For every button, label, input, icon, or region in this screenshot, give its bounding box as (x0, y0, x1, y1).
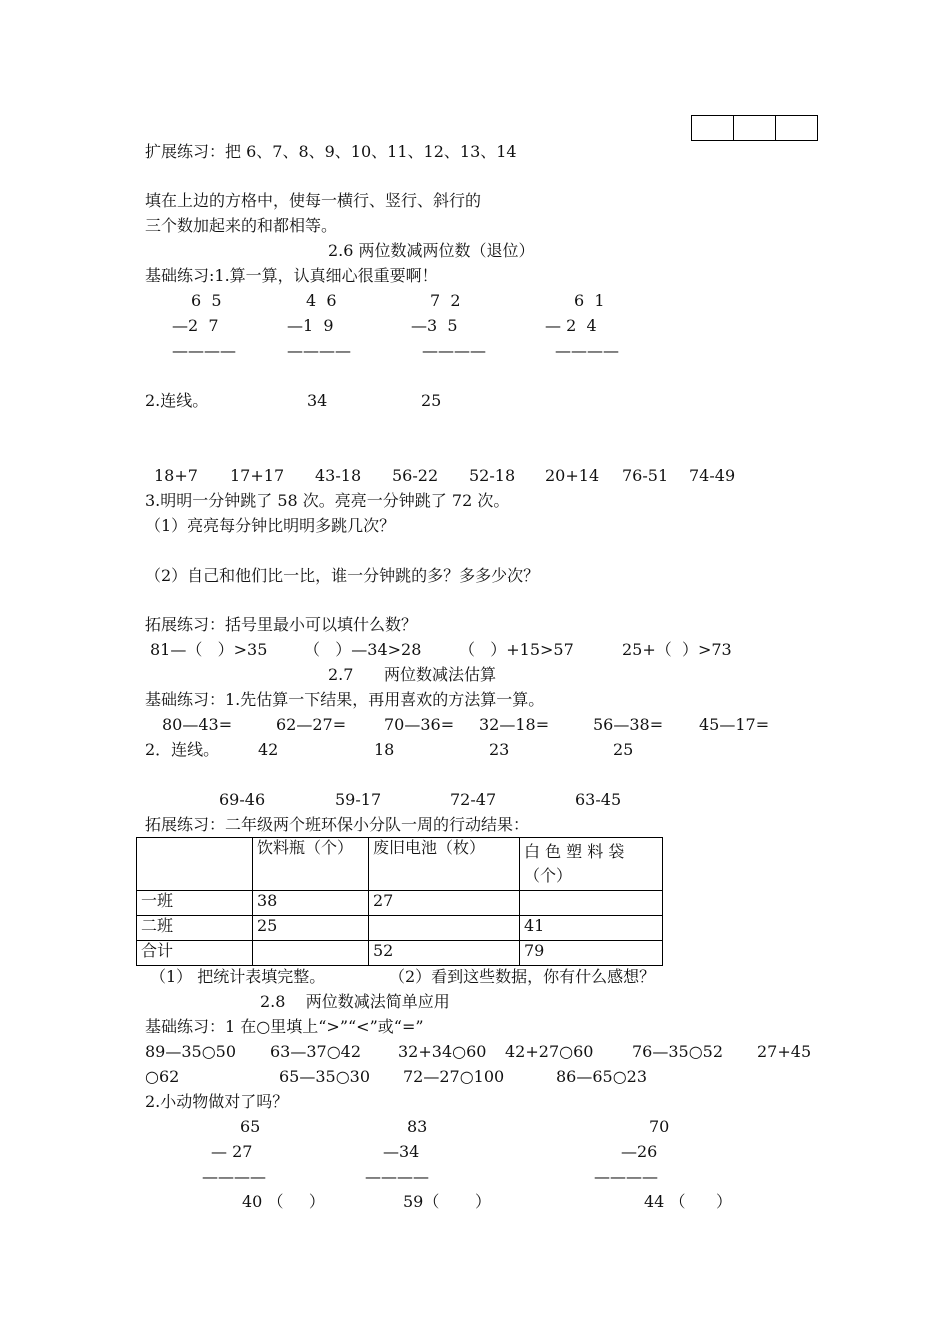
match-number: 25 (613, 740, 634, 759)
compare-item: ○62 (145, 1067, 180, 1086)
basic-exercise: 基础练习:1.算一算，认真细心很重要啊！ (145, 266, 438, 285)
table-cell: 41 (520, 916, 663, 941)
match-expression: 72-47 (450, 790, 497, 809)
vertical-line: ———— (555, 341, 619, 360)
match-expression: 20+14 (545, 466, 600, 485)
compare-item: 89—35○50 (145, 1042, 237, 1061)
vertical-bottom: — 27 (211, 1142, 253, 1161)
table-row (137, 916, 663, 941)
vertical-line: ———— (365, 1167, 429, 1186)
vertical-top: 83 (407, 1117, 428, 1136)
match-expression: 74-49 (689, 466, 736, 485)
word-problem-sub: （2）自己和他们比一比，谁一分钟跳的多？多多少次？ (145, 566, 540, 585)
match-expression: 56-22 (392, 466, 439, 485)
table-cell: 27 (369, 891, 520, 916)
table-cell (520, 891, 663, 916)
basic-exercise: 基础练习：1 在○里填上“>”“<”或“=” (145, 1017, 424, 1036)
vertical-bottom: —1 9 (287, 316, 334, 335)
match-expression: 69-46 (219, 790, 266, 809)
extension-title: 拓展练习：二年级两个班环保小分队一周的行动结果： (145, 815, 530, 834)
vertical-bottom: —2 7 (172, 316, 219, 335)
table-task: （2）看到这些数据，你有什么感想？ (389, 967, 656, 986)
table-cell: 二班 (137, 916, 253, 941)
table-row (137, 941, 663, 966)
compare-item: 42+27○60 (505, 1042, 594, 1061)
vertical-bottom: —26 (621, 1142, 658, 1161)
vertical-top: 65 (240, 1117, 261, 1136)
table-header-cell: 白 色 塑 料 袋（个） (520, 838, 663, 891)
match-number: 25 (421, 391, 442, 410)
table-header-row (137, 838, 663, 891)
table-cell: 25 (253, 916, 369, 941)
table-cell: 合计 (137, 941, 253, 966)
table-cell: 79 (520, 941, 663, 966)
vertical-line: ———— (287, 341, 351, 360)
estimate-item: 70—36= (384, 715, 455, 734)
vertical-bottom: — 2 4 (545, 316, 597, 335)
estimate-item: 56—38= (593, 715, 664, 734)
table-cell (369, 916, 520, 941)
estimate-item: 62—27= (276, 715, 347, 734)
match-expression: 63-45 (575, 790, 622, 809)
vertical-line: ———— (422, 341, 486, 360)
compare-item: 76—35○52 (632, 1042, 724, 1061)
check-answer: 44 （ ） (644, 1192, 732, 1211)
match-expression: 43-18 (315, 466, 362, 485)
statistics-table (136, 837, 663, 966)
grid-cell (733, 116, 775, 140)
match-expression: 76-51 (622, 466, 669, 485)
match-expression: 59-17 (335, 790, 382, 809)
match-expression: 52-18 (469, 466, 516, 485)
estimate-item: 32—18= (479, 715, 550, 734)
estimate-item: 45—17= (699, 715, 770, 734)
vertical-line: ———— (172, 341, 236, 360)
vertical-top: 6 1 (574, 291, 605, 310)
table-header-cell: 饮料瓶（个） (253, 838, 369, 891)
vertical-bottom: —3 5 (411, 316, 458, 335)
vertical-top: 6 5 (191, 291, 222, 310)
table-header-cell: 废旧电池（枚） (369, 838, 520, 891)
inequality-item: （ ）—34>28 (304, 640, 422, 659)
match-number: 18 (374, 740, 395, 759)
compare-item: 72—27○100 (403, 1067, 505, 1086)
extension-title: 扩展练习：把 6、7、8、9、10、11、12、13、14 (145, 142, 517, 161)
check-answer: 59（ ） (403, 1192, 491, 1211)
grid-cell (692, 116, 733, 140)
section-heading: 2.8 两位数减法简单应用 (260, 992, 450, 1011)
table-task: （1） 把统计表填完整。 (150, 967, 326, 986)
number-grid (691, 115, 818, 141)
compare-item: 27+45 (757, 1042, 812, 1061)
compare-item: 86—65○23 (556, 1067, 648, 1086)
compare-item: 32+34○60 (398, 1042, 487, 1061)
compare-item: 65—35○30 (279, 1067, 371, 1086)
estimate-item: 80—43= (162, 715, 233, 734)
match-label: 2．连线。 (145, 740, 220, 759)
vertical-line: ———— (202, 1167, 266, 1186)
section-heading: 2.6 两位数减两位数（退位） (328, 241, 535, 260)
match-number: 23 (489, 740, 510, 759)
basic-exercise: 基础练习：1.先估算一下结果，再用喜欢的方法算一算。 (145, 690, 545, 709)
inequality-item: 25+（ ）>73 (622, 640, 732, 659)
check-question: 2.小动物做对了吗？ (145, 1092, 289, 1111)
vertical-bottom: —34 (383, 1142, 420, 1161)
match-label: 2.连线。 (145, 391, 209, 410)
table-row (137, 891, 663, 916)
vertical-top: 7 2 (430, 291, 461, 310)
match-number: 42 (258, 740, 279, 759)
vertical-top: 4 6 (306, 291, 337, 310)
extension-line: 三个数加起来的和都相等。 (145, 216, 338, 235)
match-number: 34 (307, 391, 328, 410)
vertical-line: ———— (594, 1167, 658, 1186)
grid-cell (775, 116, 817, 140)
table-cell (253, 941, 369, 966)
check-answer: 40 （ ） (242, 1192, 325, 1211)
section-heading: 2.7 两位数减法估算 (328, 665, 496, 684)
word-problem-sub: （1）亮亮每分钟比明明多跳几次？ (145, 516, 396, 535)
inequality-item: 81—（ ）>35 (150, 640, 268, 659)
table-header-cell (137, 838, 253, 891)
table-cell: 一班 (137, 891, 253, 916)
compare-item: 63—37○42 (270, 1042, 362, 1061)
word-problem: 3.明明一分钟跳了 58 次。亮亮一分钟跳了 72 次。 (145, 491, 510, 510)
table-cell: 52 (369, 941, 520, 966)
table-cell: 38 (253, 891, 369, 916)
match-expression: 17+17 (230, 466, 285, 485)
vertical-top: 70 (649, 1117, 670, 1136)
match-expression: 18+7 (154, 466, 198, 485)
extension-title: 拓展练习：括号里最小可以填什么数？ (145, 615, 418, 634)
inequality-item: （ ）+15>57 (459, 640, 574, 659)
extension-line: 填在上边的方格中，使每一横行、竖行、斜行的 (145, 191, 482, 210)
